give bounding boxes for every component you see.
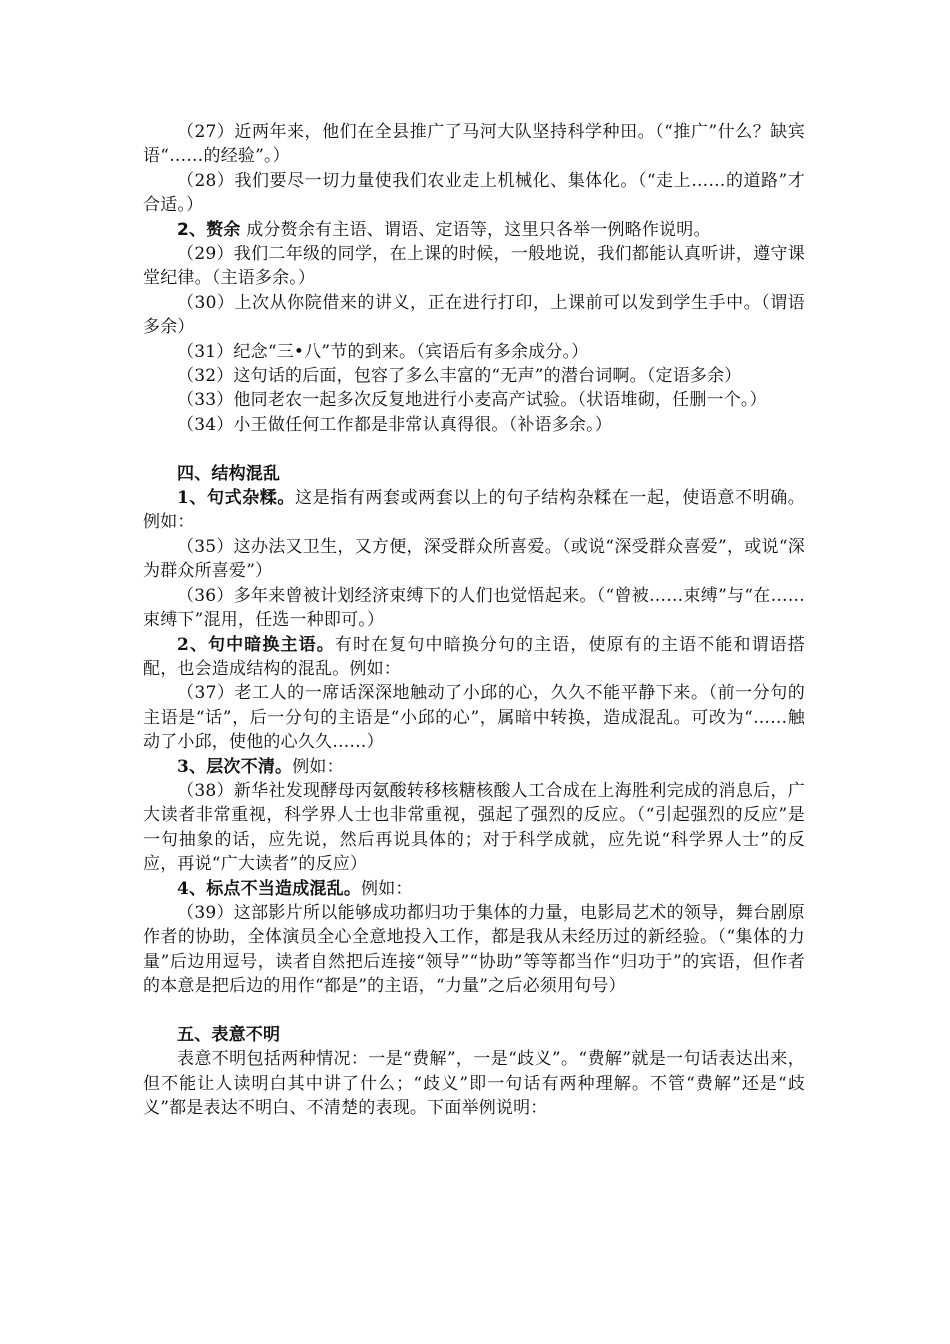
subsection-subject-switch (143, 633, 805, 682)
example-36: （36）多年来曾被计划经济束缚下的人们也觉悟起来。（“曾被……束缚”与“在……束缚下”混用，任选一种即可。） (143, 585, 805, 631)
subsection-text: 有时在复句中暗换分句的主语，使原有的主语不能和谓语搭配，也会造成结构的混乱。例如： (143, 634, 805, 679)
subsection-lead: 2、句中暗换主语。 (177, 634, 335, 655)
subsection-redundancy (143, 218, 805, 242)
subsection-text: 这是指有两套或两套以上的句子结构杂糅在一起，使语意不明确。例如： (143, 488, 805, 533)
subsection-lead: 4、标点不当造成混乱。 (177, 878, 362, 899)
section-heading-5: 五、表意不明 (177, 1025, 281, 1045)
subsection-punctuation (143, 877, 805, 901)
section-heading-4: 四、结构混乱 (177, 463, 281, 484)
example-33: （33）他同老农一起多次反复地进行小麦高产试验。（状语堆砌，任删一个。） (177, 390, 767, 411)
example-39: （39）这部影片所以能够成功都归功于集体的力量，电影局艺术的领导，舞台剧原作者的协助，全体演员全心全意地投入工作，都是我从未经历过的新经验。（“集体的力量”后边用逗号，读者自然把后连接“领导”“协助”等等都当作“归功于”的宾语，但作者的本意是把后边的用作“都是”的主语，“力量”之后必须用句号） (143, 902, 805, 997)
document-page (143, 120, 805, 1121)
subsection-lead: 1、句式杂糅。 (177, 488, 296, 509)
subsection-lead: 3、层次不清。 (177, 756, 293, 777)
subsection-unclear-levels (143, 755, 805, 779)
example-37: （37）老工人的一席话深深地触动了小邱的心，久久不能平静下来。（前一分句的主语是“话”，后一分句的主语是“小邱的心”，属暗中转换，造成混乱。可改为“……触动了小邱，使他的心久久……） (143, 683, 805, 753)
subsection-mixed-structure (143, 486, 805, 535)
subsection-text: 成分赘余有主语、谓语、定语等，这里只各举一例略作说明。 (240, 219, 711, 240)
example-34: （34）小王做任何工作都是非常认真得很。（补语多余。） (177, 414, 613, 435)
example-38: （38）新华社发现酵母丙氨酸转移核糖核酸人工合成在上海胜利完成的消息后，广大读者非常重视，科学界人士也非常重视，强起了强烈的反应。（“引起强烈的反应”是一句抽象的话，应先说，然后再说具体的；对于科学成就，应先说“科学界人士”的反应，再说“广大读者”的反应） (143, 780, 805, 875)
example-29: （29）我们二年级的同学，在上课的时候，一般地说，我们都能认真听讲，遵守课堂纪律。（主语多余。） (143, 244, 805, 289)
subsection-text: 例如： (292, 756, 344, 777)
example-35: （35）这办法又卫生，又方便，深受群众所喜爱。（或说“深受群众喜爱”，或说“深为群众所喜爱”） (143, 536, 805, 582)
example-32: （32）这句话的后面，包容了多么丰富的“无声”的潜台词啊。（定语多余） (177, 366, 742, 387)
subsection-text: 例如： (361, 878, 413, 899)
example-30: （30）上次从你院借来的讲义，正在进行打印，上课前可以发到学生手中。（谓语多余） (143, 292, 805, 338)
subsection-lead: 2、赘余 (177, 219, 241, 240)
section-5-intro: 表意不明包括两种情况：一是“费解”，一是“歧义”。“费解”就是一句话表达出来，但不能让人读明白其中讲了什么；“歧义”即一句话有两种理解。不管“费解”还是“歧义”都是表达不明白、不清楚的表现。下面举例说明： (143, 1049, 805, 1119)
example-27: （27）近两年来，他们在全县推广了马河大队坚持科学种田。（“推广”什么？缺宾语“……的经验”。） (143, 122, 805, 167)
example-31: （31）纪念“三•八”节的到来。（宾语后有多余成分。） (177, 341, 589, 362)
example-28: （28）我们要尽一切力量使我们农业走上机械化、集体化。（“走上……的道路”才合适。） (143, 170, 805, 216)
